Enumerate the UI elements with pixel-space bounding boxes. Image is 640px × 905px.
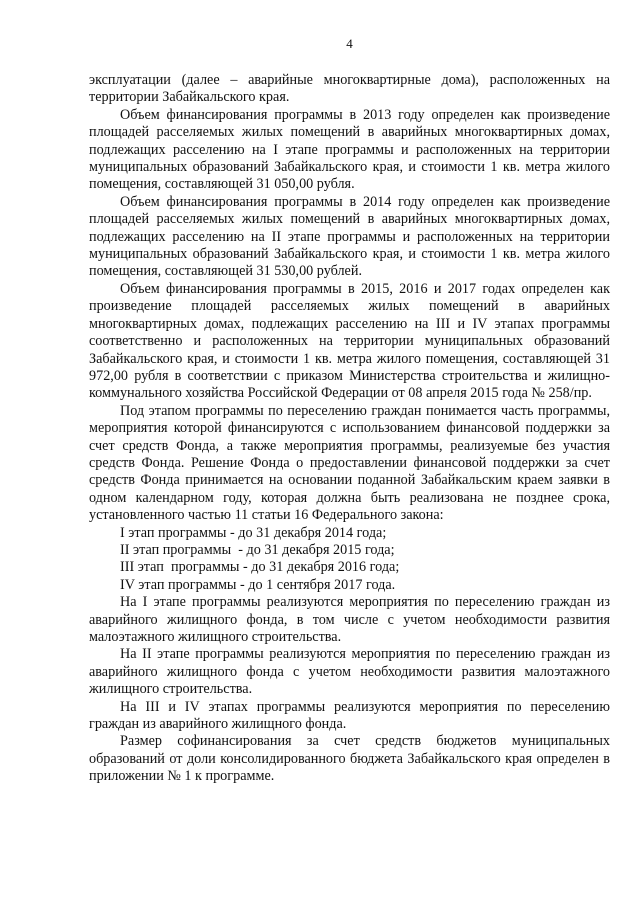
stage-item: I этап программы - до 31 декабря 2014 года; xyxy=(120,524,387,541)
paragraph-cofinancing: Размер софинансирования за счет средств бюджетов муниципальных образований от доли консолидированного бюджета Забайкальского края определен в приложении № 1 к программе. xyxy=(89,733,610,785)
stage-item: IV этап программы - до 1 сентября 2017 года. xyxy=(120,576,396,593)
paragraph-stage-definition: Под этапом программы по переселению граждан понимается часть программы, мероприятия которой финансируются с использованием финансовой поддержки за счет средств Фонда, а также мероприятия программы, реализуемые без участия средств Фонда. Решение Фонда о предоставлении финансовой поддержки за счет средств Фонда принимается на основании поданной Забайкальским краем заявки в одном календарном году, которая должна быть реализована не позднее срока, установленного частью 11 статьи 16 Федерального закона: xyxy=(89,402,610,524)
paragraph-funding-2015-2017: Объем финансирования программы в 2015, 2016 и 2017 годах определен как произведение площадей расселяемых жилых помещений в аварийных многоквартирных домах, подлежащих расселению на III и IV этапах программы соответственно и расположенных на территории муниципальных образований Забайкальского края, и стоимости 1 кв. метра жилого помещения, составляющей 31 972,00 рубля в соответствии с приказом Министерства строительства и жилищно-коммунального хозяйства Российской Федерации от 08 апреля 2015 года № 258/пр. xyxy=(89,280,610,402)
page-number: 4 xyxy=(346,36,353,51)
stage-list xyxy=(89,525,610,595)
stage-item: III этап программы - до 31 декабря 2016 года; xyxy=(120,559,400,576)
stage-item: II этап программы - до 31 декабря 2015 года; xyxy=(120,541,395,558)
paragraph-funding-2013: Объем финансирования программы в 2013 году определен как произведение площадей расселяемых жилых помещений в аварийных многоквартирных домах, подлежащих расселению на I этапе программы и расположенных на территории муниципальных образований Забайкальского края, и стоимости 1 кв. метра жилого помещения, составляющей 31 050,00 рубля. xyxy=(89,106,610,193)
paragraph-stage-3-4: На III и IV этапах программы реализуются мероприятия по переселению граждан из аварийного жилищного фонда. xyxy=(89,698,610,733)
paragraph-stage-1: На I этапе программы реализуются мероприятия по переселению граждан из аварийного жилищного фонда, в том числе с учетом необходимости развития малоэтажного жилищного строительства. xyxy=(89,594,610,645)
paragraph-funding-2014: Объем финансирования программы в 2014 году определен как произведение площадей расселяемых жилых помещений в аварийных многоквартирных домах, подлежащих расселению на II этапе программы и расположенных на территории муниципальных образований Забайкальского края, и стоимости 1 кв. метра жилого помещения, составляющей 31 530,00 рублей. xyxy=(89,193,610,280)
paragraph-continuation: эксплуатации (далее – аварийные многоквартирные дома), расположенных на территории Забайкальского края. xyxy=(89,72,610,106)
paragraph-stage-2: На II этапе программы реализуются мероприятия по переселению граждан из аварийного жилищного фонда с учетом необходимости развития малоэтажного жилищного строительства. xyxy=(89,646,610,698)
